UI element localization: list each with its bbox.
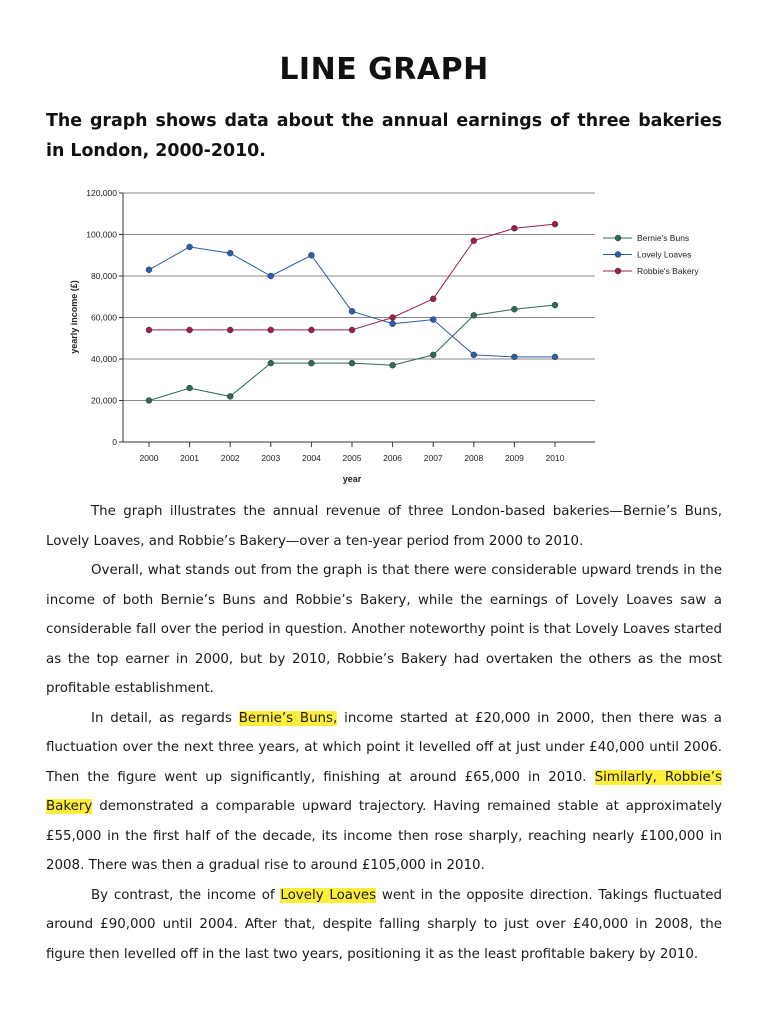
data-point	[430, 317, 436, 323]
data-point	[390, 315, 396, 321]
highlight-robbies-bakery: Similarly, Robbie’s Bakery	[46, 769, 722, 814]
data-point	[511, 225, 517, 231]
data-point	[349, 360, 355, 366]
highlight-bernies-buns: Bernie’s Buns,	[238, 710, 338, 726]
y-tick-label: 60,000	[91, 312, 117, 323]
paragraph-text: In detail, as regards	[91, 710, 239, 726]
data-point	[227, 250, 233, 256]
x-tick-label: 2007	[423, 453, 443, 463]
data-point	[390, 321, 396, 327]
data-point	[552, 221, 558, 227]
data-point	[511, 306, 517, 312]
page-subtitle: The graph shows data about the annual earnings of three bakeries in London, 2000-2010.	[46, 111, 722, 161]
y-tick-label: 100,000	[86, 229, 117, 240]
data-point	[511, 354, 517, 360]
chart-legend	[603, 233, 699, 276]
y-tick-label: 40,000	[91, 354, 117, 364]
series-line	[149, 305, 555, 401]
legend-marker	[615, 268, 621, 274]
legend-label: Lovely Loaves	[637, 249, 692, 260]
data-point	[146, 267, 152, 273]
data-point	[471, 352, 477, 358]
x-tick-label: 2006	[383, 453, 403, 463]
data-point	[146, 398, 152, 404]
data-point	[471, 312, 477, 318]
paragraph-text: income started at £20,000 in 2000, then there was a fluctuation over the next three years, at which point it levelled off at just under £40,000 until 2006. Then the figure went up significantly, finishing at around £65,000 in 2010.	[46, 710, 723, 785]
data-point	[146, 327, 152, 333]
data-point	[552, 354, 558, 360]
data-point	[187, 244, 193, 250]
data-point	[430, 296, 436, 302]
x-tick-label: 2008	[464, 453, 484, 463]
data-point	[227, 393, 233, 399]
data-point	[308, 252, 314, 258]
paragraph-contrast	[46, 881, 722, 970]
series-line	[149, 247, 555, 357]
data-point	[227, 327, 233, 333]
x-tick-label: 2004	[301, 453, 321, 463]
data-point	[430, 352, 436, 358]
x-tick-label: 2000	[139, 453, 159, 463]
x-tick-label: 2010	[545, 453, 565, 463]
y-tick-label: 120,000	[86, 188, 117, 198]
data-point	[268, 327, 274, 333]
data-point	[390, 362, 396, 368]
paragraph-detail	[46, 704, 722, 881]
data-point	[187, 385, 193, 391]
legend-label: Bernie's Buns	[637, 233, 690, 243]
data-point	[471, 238, 477, 244]
x-tick-label: 2002	[220, 453, 240, 463]
data-point	[308, 327, 314, 333]
y-tick-label: 80,000	[91, 271, 117, 281]
x-tick-label: 2009	[504, 453, 524, 463]
data-point	[268, 360, 274, 366]
data-point	[268, 273, 274, 279]
highlight-lovely-loaves: Lovely Loaves	[280, 887, 377, 903]
x-tick-label: 2001	[180, 453, 200, 463]
y-axis-label: yearly income (£)	[69, 280, 79, 354]
chart-grid	[123, 193, 595, 442]
paragraph-intro: The graph illustrates the annual revenue of three London-based bakeries—Bernie’s Buns, Lovely Loaves, and Robbie’s Bakery—over a ten-year period from 2000 to 2010.	[46, 504, 722, 549]
data-point	[349, 308, 355, 314]
x-axis	[140, 442, 565, 463]
x-axis-label: year	[342, 474, 362, 484]
x-tick-label: 2005	[342, 453, 362, 463]
data-point	[349, 327, 355, 333]
legend-label: Robbie's Bakery	[637, 266, 699, 276]
page-title: LINE GRAPH	[279, 52, 489, 87]
y-tick-label: 20,000	[91, 395, 117, 406]
legend-marker	[615, 235, 621, 241]
y-axis	[86, 188, 123, 447]
data-point	[187, 327, 193, 333]
paragraph-text: demonstrated a comparable upward trajectory. Having remained stable at approximately £55,000 in the first half of the decade, its income then rose sharply, reaching nearly £100,000 in 2008. There was then a gradual rise to around £105,000 in 2010.	[46, 799, 722, 873]
paragraph-text: went in the opposite direction. Takings fluctuated around £90,000 until 2004. After that, despite falling sharply to just over £40,000 in 2008, the figure then levelled off in the last two years, positioning it as the least profitable bakery by 2010.	[46, 887, 722, 962]
chart-series	[146, 221, 558, 403]
y-tick-label: 0	[112, 437, 117, 447]
legend-marker	[615, 252, 621, 258]
x-tick-label: 2003	[261, 453, 281, 463]
essay-body	[46, 497, 722, 969]
paragraph-overview: Overall, what stands out from the graph is that there were considerable upward trends in the income of both Bernie’s Buns and Robbie’s Bakery, while the earnings of Lovely Loaves saw a considerable fall over the period in question. Another noteworthy point is that Lovely Loaves started as the top earner in 2000, but by 2010, Robbie’s Bakery had overtaken the others as the most profitable establishment.	[46, 563, 722, 696]
data-point	[552, 302, 558, 308]
data-point	[308, 360, 314, 366]
line-chart	[0, 180, 768, 490]
paragraph-text: By contrast, the income of	[91, 887, 281, 903]
